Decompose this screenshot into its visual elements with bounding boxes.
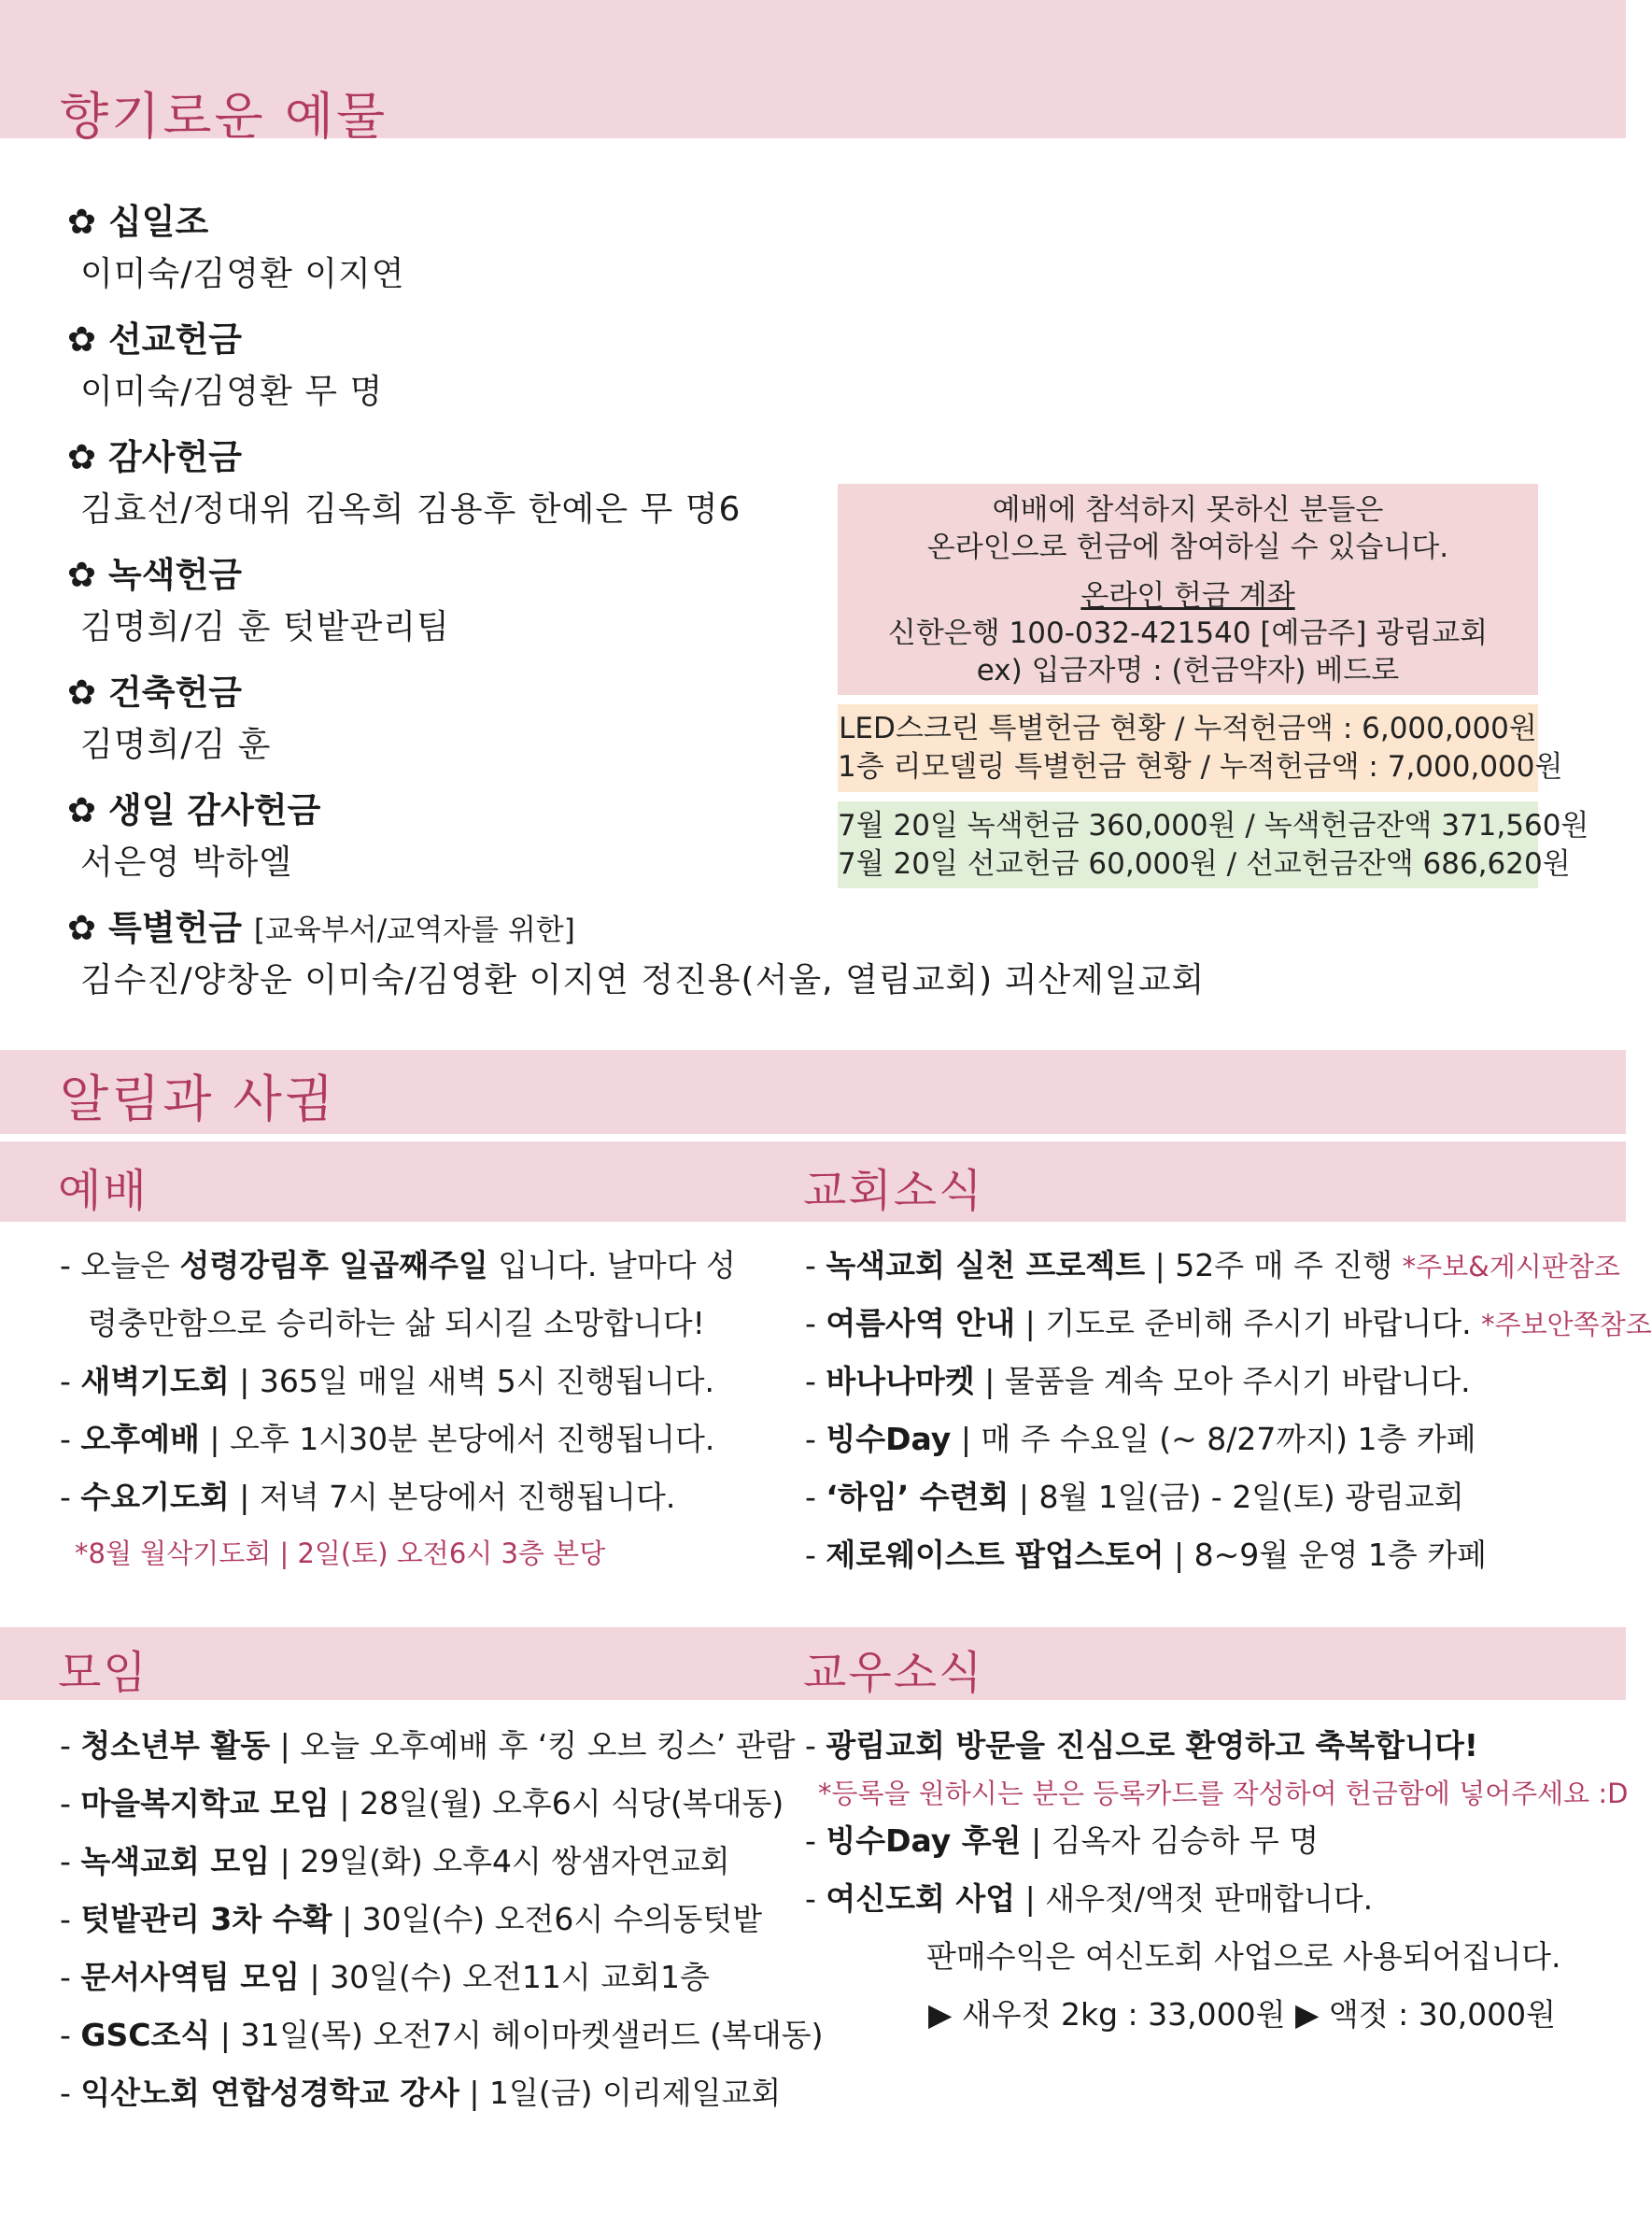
offering-label: 생일 감사헌금 xyxy=(108,790,321,830)
offering-names: 김명희/김 훈 텃밭관리팀 xyxy=(80,608,450,646)
welcome-dash: - xyxy=(805,1727,826,1764)
meeting-item xyxy=(60,1891,807,1948)
offering-item xyxy=(67,432,852,549)
flower-icon: ✿ xyxy=(67,673,97,713)
item-reference-note: *주보안쪽참조 xyxy=(1481,1309,1652,1340)
meetings-list xyxy=(60,1717,824,2122)
item-title: 텃밭관리 3차 수확 xyxy=(80,1901,332,1937)
offering-item xyxy=(67,902,1206,1020)
offering-label: 특별헌금 xyxy=(108,908,242,948)
worship-item xyxy=(60,1353,788,1410)
list-dash: - xyxy=(805,1247,826,1283)
offering-names: 이미숙/김영환 이지연 xyxy=(80,255,405,293)
green-offering-balance: 7월 20일 녹색헌금 360,000원 / 녹색헌금잔액 371,560원 xyxy=(838,809,1589,843)
offering-balance-box xyxy=(838,801,1589,888)
church-news-item xyxy=(805,1526,1617,1584)
flower-icon: ✿ xyxy=(67,319,97,360)
item-title: 새벽기도회 xyxy=(80,1363,230,1399)
item-title: 오후예배 xyxy=(80,1421,200,1457)
offering-label: 십일조 xyxy=(108,202,209,242)
offering-names: 김명희/김 훈 xyxy=(80,726,272,764)
item-title: 익산노회 연합성경학교 강사 xyxy=(80,2075,459,2111)
remodeling-status: 1층 리모델링 특별헌금 현황 / 누적헌금액 : 7,000,000원 xyxy=(838,750,1563,784)
church-news-list xyxy=(805,1237,1652,1584)
meeting-item xyxy=(60,2064,807,2122)
offering-names: 서은영 박하엘 xyxy=(80,843,293,882)
item-title: ‘하임’ 수련회 xyxy=(826,1479,1010,1515)
flower-icon: ✿ xyxy=(67,908,97,948)
item-text: | 저녁 7시 본당에서 진행됩니다. xyxy=(229,1479,676,1515)
list-dash: - xyxy=(805,1421,826,1457)
offering-item xyxy=(67,314,852,432)
item-title: 빙수Day 후원 xyxy=(826,1822,1022,1859)
item-title: 청소년부 활동 xyxy=(80,1727,271,1764)
item-text: | 김옥자 김승하 무 명 xyxy=(1021,1822,1320,1859)
item-text: | 8월 1일(금) - 2일(토) 광림교회 xyxy=(1009,1479,1464,1515)
member-news-list xyxy=(805,1717,1629,2044)
item-text: | 365일 매일 새벽 5시 진행됩니다. xyxy=(229,1363,714,1399)
list-dash: - xyxy=(60,1363,81,1399)
item-reference-note: *주보&게시판참조 xyxy=(1402,1251,1620,1282)
offering-label: 선교헌금 xyxy=(108,319,242,360)
worship-title: 예배 xyxy=(58,1165,148,1217)
welcome-line xyxy=(805,1717,1617,1775)
worship-note: *8월 월삭기도회 | 2일(토) 오전6시 3층 본당 xyxy=(75,1538,606,1569)
online-box-line2: 온라인으로 헌금에 참여하실 수 있습니다. xyxy=(926,531,1449,564)
worship-intro-bold: 성령강림후 일곱째주일 xyxy=(179,1247,488,1283)
meeting-item xyxy=(60,2006,824,2064)
offering-label-row xyxy=(67,902,852,955)
item-text: | 29일(화) 오후4시 쌍샘자연교회 xyxy=(270,1843,730,1879)
item-title: 마을복지학교 모임 xyxy=(80,1785,330,1821)
item-text: | 물품을 계속 모아 주시기 바랍니다. xyxy=(974,1363,1471,1399)
offering-item xyxy=(67,667,852,785)
special-offering-status-box xyxy=(838,704,1563,792)
offering-label-row xyxy=(67,196,852,248)
list-dash: - xyxy=(60,1421,81,1457)
welcome-text: 광림교회 방문을 진심으로 환영하고 축복합니다! xyxy=(826,1727,1478,1764)
item-text: | 31일(목) 오전7시 헤이마켓샐러드 (복대동) xyxy=(210,2017,824,2053)
worship-item xyxy=(60,1410,788,1468)
item-title: 제로웨이스트 팝업스토어 xyxy=(826,1537,1165,1573)
item-text: | 기도로 준비해 주시기 바랍니다. xyxy=(1015,1305,1482,1341)
church-news-item xyxy=(805,1353,1617,1410)
worship-intro-line1 xyxy=(60,1237,788,1295)
offering-label-row xyxy=(67,667,852,719)
led-screen-status: LED스크린 특별헌금 현황 / 누적헌금액 : 6,000,000원 xyxy=(839,712,1537,745)
welcome-note: *등록을 원하시는 분은 등록카드를 작성하여 헌금함에 넣어주세요 :D xyxy=(818,1778,1629,1809)
offering-item xyxy=(67,549,852,667)
church-news-item xyxy=(805,1295,1652,1353)
member-news-item xyxy=(805,1812,1617,1870)
worship-intro-dash: - 오늘은 xyxy=(60,1247,180,1283)
worship-intro-text: 입니다. 날마다 성 xyxy=(487,1247,736,1283)
offerings-title: 향기로운 예물 xyxy=(60,87,388,146)
online-account-title: 온라인 헌금 계좌 xyxy=(1080,579,1295,613)
church-news-item xyxy=(805,1410,1617,1468)
list-dash: - xyxy=(805,1363,826,1399)
announcements-title: 알림과 사귐 xyxy=(60,1070,336,1128)
offering-names: 김수진/양창운 이미숙/김영환 이지연 정진용(서울, 열림교회) 괴산제일교회 xyxy=(80,961,1206,999)
item-text: | 오후 1시30분 본당에서 진행됩니다. xyxy=(199,1421,715,1457)
list-dash: - xyxy=(805,1822,826,1859)
worship-item xyxy=(60,1468,788,1526)
offering-note: [교육부서/교역자를 위한] xyxy=(253,914,575,947)
meeting-item xyxy=(60,1833,807,1891)
offering-label-row xyxy=(67,549,852,602)
offering-label: 녹색헌금 xyxy=(108,555,242,595)
item-title: 바나나마켓 xyxy=(826,1363,975,1399)
mission-offering-balance: 7월 20일 선교헌금 60,000원 / 선교헌금잔액 686,620원 xyxy=(838,847,1571,881)
meeting-item xyxy=(60,1948,807,2006)
item-text: | 1일(금) 이리제일교회 xyxy=(459,2075,782,2111)
list-dash: - xyxy=(60,1727,81,1764)
sales-line: 판매수익은 여신도회 사업으로 사용되어집니다. xyxy=(926,1938,1561,1975)
item-text: | 30일(수) 오전11시 교회1층 xyxy=(300,1959,710,1995)
item-text: | 새우젓/액젓 판매합니다. xyxy=(1015,1880,1374,1917)
worship-list xyxy=(60,1237,788,1580)
offering-label-row xyxy=(67,432,852,484)
flower-icon: ✿ xyxy=(67,790,97,830)
church-news-item xyxy=(805,1468,1617,1526)
list-dash: - xyxy=(805,1305,826,1341)
online-offering-box xyxy=(838,484,1538,695)
offering-label-row xyxy=(67,785,852,837)
item-text: | 오늘 오후예배 후 ‘킹 오브 킹스’ 관람 xyxy=(270,1727,796,1764)
flower-icon: ✿ xyxy=(67,437,97,477)
item-title: 여신도회 사업 xyxy=(826,1880,1016,1917)
item-title: 수요기도회 xyxy=(80,1479,230,1515)
list-dash: - xyxy=(60,1785,81,1821)
meetings-title: 모임 xyxy=(58,1647,148,1699)
online-example-line: ex) 입금자명 : (헌금약자) 베드로 xyxy=(976,654,1400,687)
item-text: | 30일(수) 오전6시 수의동텃밭 xyxy=(332,1901,763,1937)
item-title: 문서사역팀 모임 xyxy=(80,1959,301,1995)
flower-icon: ✿ xyxy=(67,555,97,595)
church-news-item xyxy=(805,1237,1620,1295)
flower-icon: ✿ xyxy=(67,202,97,242)
item-title: 녹색교회 실천 프로젝트 xyxy=(826,1247,1146,1283)
price-line: ▶ 새우젓 2kg : 33,000원 ▶ 액젓 : 30,000원 xyxy=(928,1996,1557,2033)
list-dash: - xyxy=(60,1479,81,1515)
list-dash: - xyxy=(805,1880,826,1917)
list-dash: - xyxy=(60,1901,81,1937)
item-text: | 28일(월) 오후6시 식당(복대동) xyxy=(329,1785,784,1821)
list-dash: - xyxy=(60,1843,81,1879)
offering-label-row xyxy=(67,314,852,366)
offering-item xyxy=(67,785,852,902)
item-text: | 8~9월 운영 1층 카페 xyxy=(1164,1537,1488,1573)
offering-label: 감사헌금 xyxy=(108,437,242,477)
item-text: | 52주 매 주 진행 xyxy=(1145,1247,1403,1283)
list-dash: - xyxy=(60,2017,81,2053)
offering-item xyxy=(67,196,852,314)
list-dash: - xyxy=(60,2075,81,2111)
item-text: | 매 주 수요일 (~ 8/27까지) 1층 카페 xyxy=(951,1421,1476,1457)
item-title: 여름사역 안내 xyxy=(826,1305,1016,1341)
offering-names: 이미숙/김영환 무 명 xyxy=(80,373,384,411)
meeting-item xyxy=(60,1717,807,1775)
list-dash: - xyxy=(805,1479,826,1515)
member-news-item xyxy=(805,1870,1617,1928)
online-account-line: 신한은행 100-032-421540 [예금주] 광림교회 xyxy=(887,616,1489,650)
member-news-title: 교우소식 xyxy=(803,1647,984,1699)
item-title: GSC조식 xyxy=(80,2017,211,2053)
item-title: 녹색교회 모임 xyxy=(80,1843,271,1879)
offering-label: 건축헌금 xyxy=(108,673,242,713)
online-box-line1: 예배에 참석하지 못하신 분들은 xyxy=(992,493,1384,527)
meeting-item xyxy=(60,1775,807,1833)
offering-names: 김효선/정대위 김옥희 김용후 한예은 무 명6 xyxy=(80,490,741,529)
list-dash: - xyxy=(805,1537,826,1573)
item-title: 빙수Day xyxy=(826,1421,952,1457)
list-dash: - xyxy=(60,1959,81,1995)
worship-intro-line2: 령충만함으로 승리하는 삶 되시길 소망합니다! xyxy=(88,1305,705,1341)
church-news-title: 교회소식 xyxy=(803,1165,984,1217)
